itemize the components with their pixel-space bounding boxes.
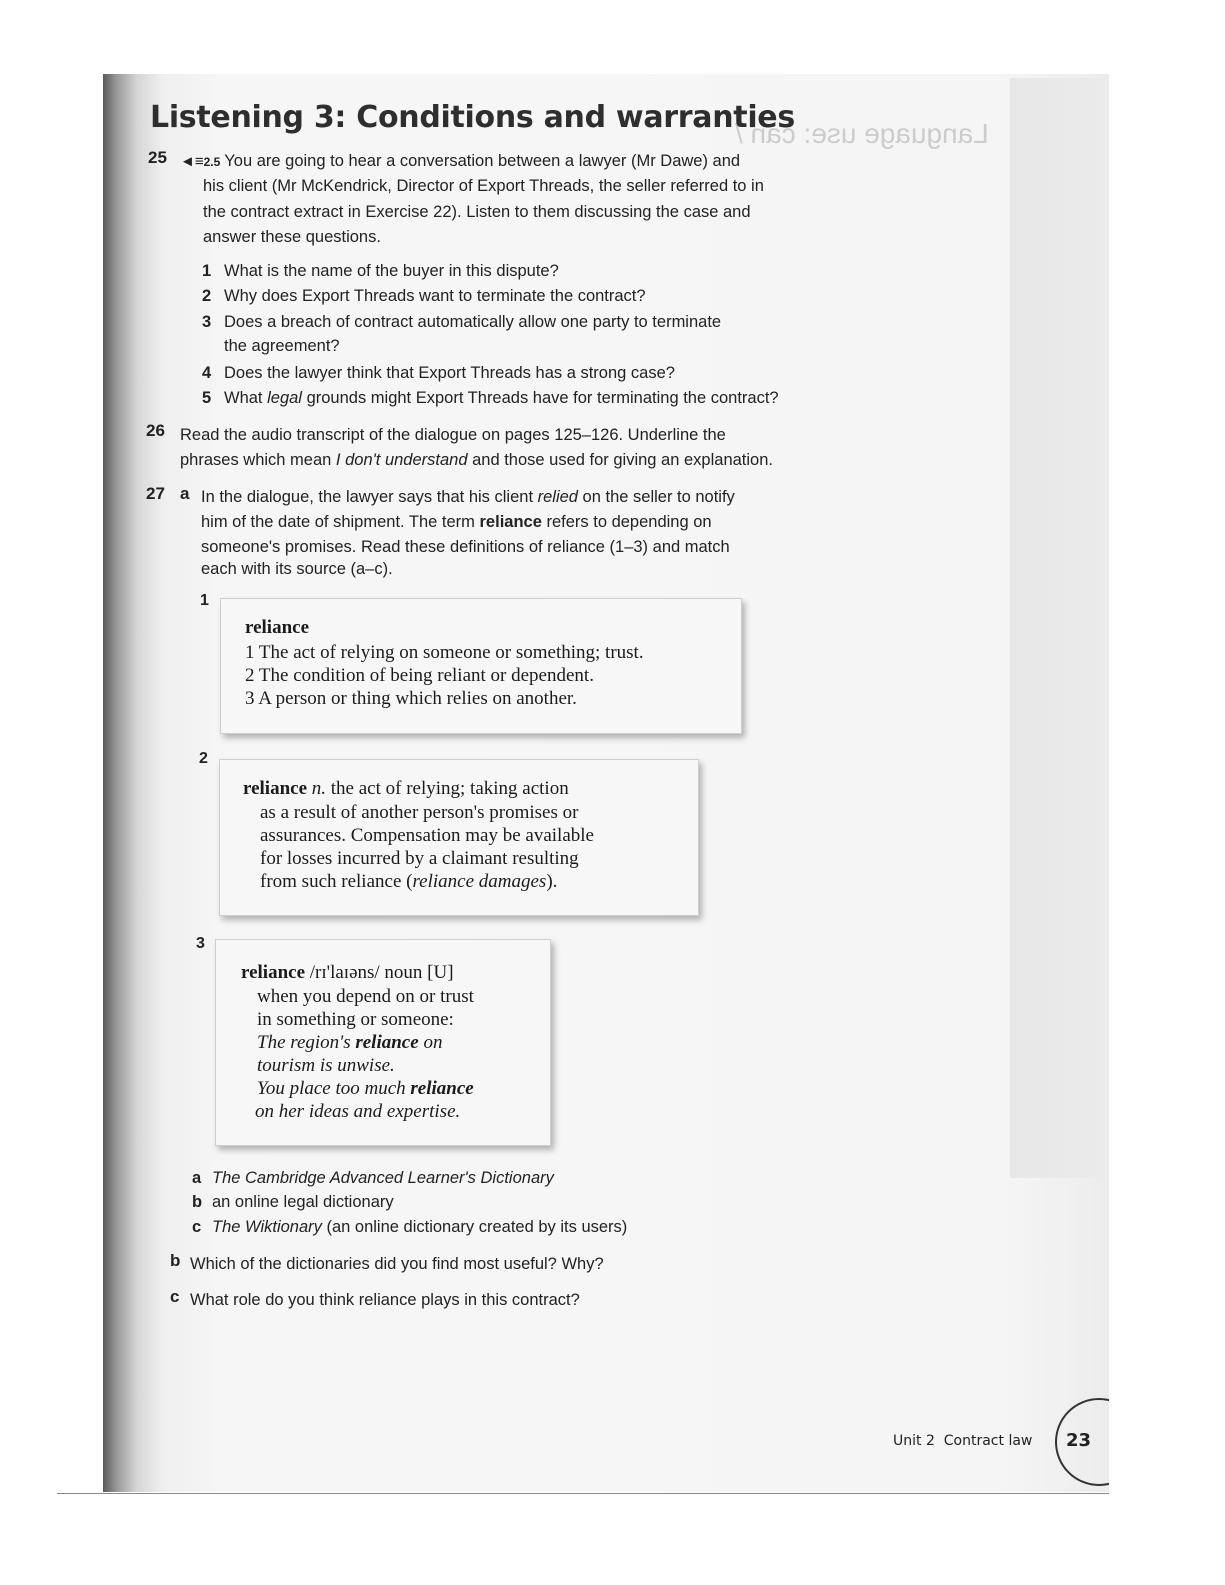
exercise-27b-text: Which of the dictionaries did you find most useful? Why?: [190, 1255, 604, 1273]
definition-3-line-1: when you depend on or trust: [257, 986, 474, 1007]
exercise-25-line1: ◄≡2.5 You are going to hear a conversation between a lawyer (Mr Dawe) and: [180, 152, 741, 170]
definition-box-3: [215, 939, 551, 1146]
definition-1-sense-3: 3 A person or thing which relies on another.: [245, 688, 577, 709]
exercise-27a-label: a: [180, 484, 190, 503]
page-bottom-rule: [57, 1493, 1157, 1494]
exercise-25-line4: answer these questions.: [203, 228, 381, 246]
definition-2-line-4: for losses incurred by a claimant resulting: [260, 848, 579, 869]
exercise-27c-label: c: [170, 1287, 180, 1306]
exercise-27c-text: What role do you think reliance plays in this contract?: [190, 1291, 580, 1309]
definition-3-example-2: You place too much reliance: [257, 1078, 474, 1099]
right-margin: [1109, 74, 1169, 1494]
question-5: 5 What legal grounds might Export Threads have for terminating the contract?: [202, 389, 779, 407]
definition-3-label: 3: [196, 935, 205, 952]
exercise-27b-label: b: [170, 1251, 181, 1270]
question-3: 3 Does a breach of contract automatically allow one party to terminate: [202, 313, 722, 331]
question-2: 2 Why does Export Threads want to terminate the contract?: [202, 287, 646, 305]
definition-box-2: [219, 759, 699, 916]
definition-3-headword-line: reliance /rɪ'laɪəns/ noun [U]: [241, 962, 454, 983]
exercise-27a-line4: each with its source (a–c).: [201, 560, 393, 578]
exercise-26-number: 26: [146, 421, 165, 440]
definition-box-1: [220, 598, 742, 734]
source-c: c The Wiktionary (an online dictionary created by its users): [192, 1218, 628, 1236]
exercise-27-number: 27: [146, 484, 165, 503]
question-4: 4 Does the lawyer think that Export Threads has a strong case?: [202, 364, 675, 382]
question-3-continued: the agreement?: [224, 337, 340, 355]
exercise-26-line2: phrases which mean I don't understand and those used for giving an explanation.: [180, 451, 773, 469]
exercise-25-line2: his client (Mr McKendrick, Director of Export Threads, the seller referred to in: [203, 177, 764, 195]
bleed-through-heading: Language use: can /: [735, 118, 989, 149]
source-b: b an online legal dictionary: [192, 1193, 394, 1211]
question-1: 1 What is the name of the buyer in this dispute?: [202, 262, 559, 280]
page-number: 23: [1066, 1430, 1092, 1451]
exercise-26-line1: Read the audio transcript of the dialogue on pages 125–126. Underline the: [180, 426, 726, 444]
exercise-25-line3: the contract extract in Exercise 22). Listen to them discussing the case and: [203, 203, 751, 221]
exercise-27a-line2: him of the date of shipment. The term reliance refers to depending on: [201, 513, 712, 531]
exercise-27a-line3: someone's promises. Read these definitions of reliance (1–3) and match: [201, 538, 730, 556]
page-footer: Unit 2 Contract law: [893, 1433, 1033, 1449]
definition-3-example-1-cont: tourism is unwise.: [257, 1055, 395, 1076]
audio-icon: ◄≡: [180, 153, 204, 170]
definition-1-sense-1: 1 The act of relying on someone or something; trust.: [245, 642, 644, 663]
source-a: a The Cambridge Advanced Learner's Dictionary: [192, 1169, 554, 1187]
definition-3-example-1: The region's reliance on: [257, 1032, 443, 1053]
definition-1-sense-2: 2 The condition of being reliant or dependent.: [245, 665, 594, 686]
exercise-27a-line1: In the dialogue, the lawyer says that his client relied on the seller to notify: [201, 488, 735, 506]
page-title: Listening 3: Conditions and warranties: [150, 100, 795, 135]
definition-3-line-2: in something or someone:: [257, 1009, 454, 1030]
definition-2-line-1: reliance n. the act of relying; taking action: [243, 778, 569, 799]
exercise-25-number: 25: [148, 148, 167, 167]
definition-2-line-3: assurances. Compensation may be available: [260, 825, 594, 846]
definition-1-label: 1: [200, 592, 209, 609]
bleed-through-area: [1010, 78, 1106, 1178]
definition-2-line-5: from such reliance (reliance damages).: [260, 871, 558, 892]
definition-2-label: 2: [199, 750, 208, 767]
audio-track: 2.5: [203, 155, 221, 169]
definition-1-headword: reliance: [245, 617, 310, 638]
definition-3-example-2-cont: on her ideas and expertise.: [255, 1101, 461, 1122]
definition-2-line-2: as a result of another person's promises or: [260, 802, 579, 823]
